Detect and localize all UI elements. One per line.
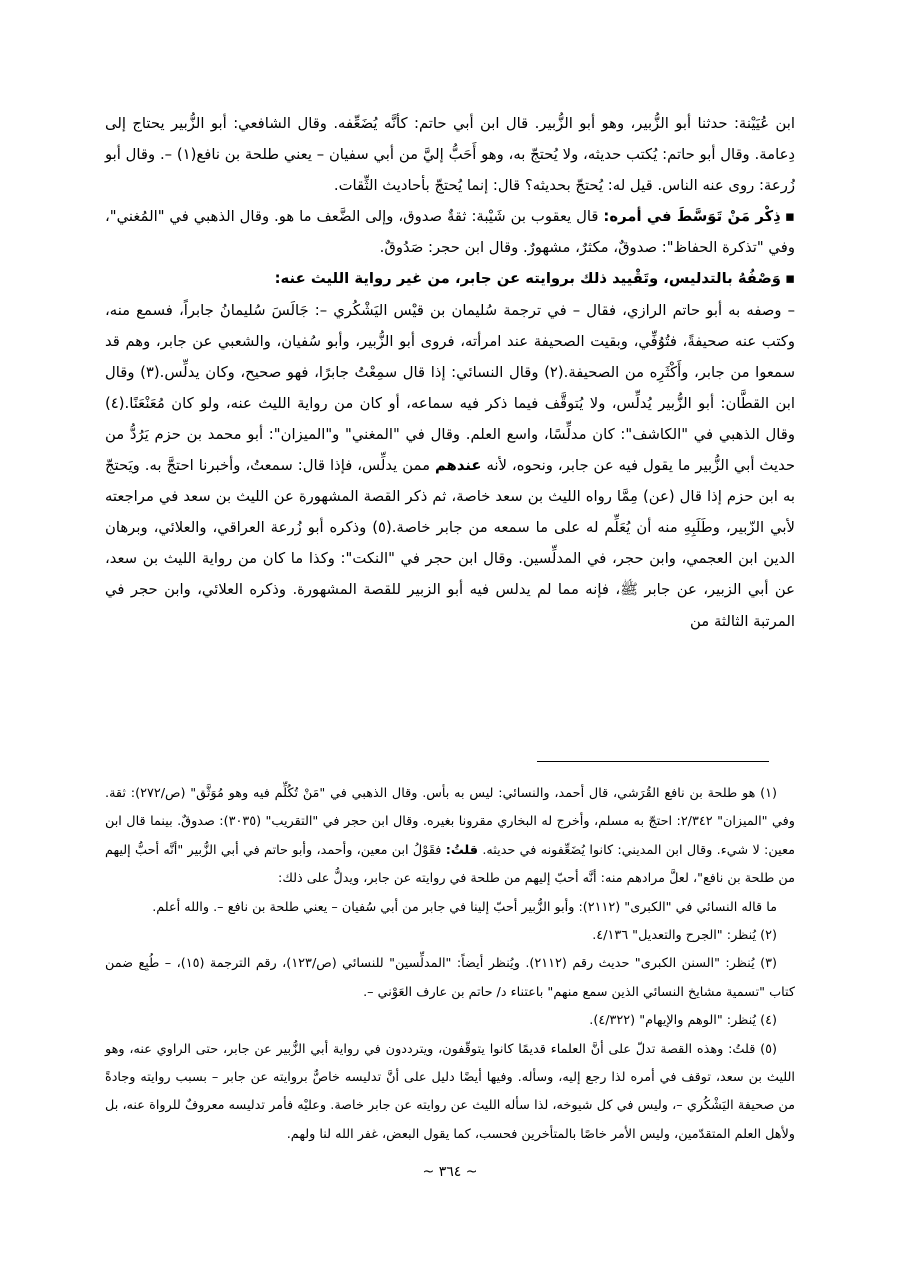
bullet-square-icon: ▪: [784, 270, 795, 288]
bullet-moderate-text: قال يعقوب بن شَيْبة: ثقةٌ صدوق، وإلى الضَّعف ما هو. وقال الذهبي في "المُغني"، وفي "تذكرة الحفاظ": صدوقٌ، مكثرٌ، مشهورٌ. وقال ابن حجر: صَدُوقٌ.: [105, 208, 795, 257]
bullet-square-icon: ▪: [784, 208, 796, 226]
footnote-3: (٣) يُنظر: "السنن الكبرى" حديث رقم (٢١١٢). ويُنظر أيضاً: "المدلِّسين" للنسائي (ص/١٢٣)، رقم الترجمة (١٥)، – طُبِع ضمن كتاب "تسمية مشايخ النسائي الذين سمع منهم" باعتناء د/ حاتم بن عارف العَوْني –.: [105, 956, 795, 1000]
paragraph-2: [105, 295, 795, 637]
footnote-1-text: (١) هو طلحة بن نافع القُرَشي، قال أحمد، والنسائي: ليس به بأس. وقال الذهبي في "مَنْ تُكُلِّم فيه وهو مُوَثَّق" (ص/٢٧٢): ثقة. وفي "الميزان" ٢/٣٤٢: احتجّ به مسلم، وأخرج له البخاري مقرونا بغيره. وقال ابن حجر في "التقريب" (٣٠٣٥): صدوقٌ. بينما قال ابن معين: لا شيء. وقال ابن المديني: كانوا يُضَعِّفونه في حديثه.: [105, 786, 796, 858]
paragraph-2-bold-word: عندهم: [434, 457, 482, 475]
footnote-1-rest: فقَوْلُ ابن معين، وأحمد، وأبو حاتم في أبي الزُّبير "أنَّه أحبُّ إليهم من طلحة بن نافع"، لعلَّ مرادهم منه: أنَّه أحبّ إليهم من طلحة في روايته عن جابر، ويدلُّ على ذلك:: [105, 842, 795, 887]
paragraph-2-part-b: ممن يدلِّس، فإذا قال: سمعتُ، وأخبرنا احتجَّ به. ويَحتجّ به ابن حزم إذا قال (عن) مِمَّا رواه الليث بن سعد خاصة، ثم ذكر القصة المشهورة عن الليث بن سعد في مراجعته لأبي الزّبير، وطَلَبِهِ منه أن يُعَلِّم له على ما سمعه من جابر خاصة.(٥) وذكره أبو زُرعة العراقي، والعلائي، وبرهان الدين ابن العجمي، وابن حجر، في المدلِّسين. وقال ابن حجر في "النكت": وكذا ما كان من رواية الليث بن سعد، عن أبي الزبير، عن جابر ﷺ، فإنه مما لم يدلس فيه أبو الزبير للقصة المشهورة. وذكره العلائي، وابن حجر في المرتبة الثالثة من: [105, 457, 795, 630]
bullet-moderate: [105, 201, 795, 263]
paragraph-2-part-a: – وصفه به أبو حاتم الرازي، فقال – في ترجمة سُليمان بن قيْس اليَشْكُري –: جَالَسَ سُليمانُ جابراً، فسمع منه، وكتب عنه صحيفةً، فتُوُفِّي، وبقيت الصحيفة عند امرأته، فروى أبو الزُّبير، وأبو سُفيان، والشعبي عن جابر، وهم قد سمعوا من جابر، وأَكْثَرِه من الصحيفة.(٢) وقال النسائي: إذا قال سمِعْتُ جابرًا، فهو صحيح، وكان يدلِّس.(٣) وقال ابن القطَّان: أبو الزُّبير يُدلِّس، ولا يُتوقَّف فيما ذكر فيه سماعه، أو كان من رواية الليث عنه، ولو كان مُعَنْعَنًا.(٤) وقال الذهبي في "الكاشف": كان مدلِّسًا، واسع العلم. وقال في "المغني" و"الميزان": أبو محمد بن حزم يَرُدُّ من حديث أبي الزُّبير ما يقول فيه عن جابر، ونحوه، لأنه: [105, 301, 795, 475]
footnote-2: (٢) يُنظر: "الجرح والتعديل" ٤/١٣٦.: [592, 928, 777, 944]
footnote-1-bold: قلتُ:: [445, 842, 479, 858]
footnote-1-quote: ما قاله النسائي في "الكبرى" (٢١١٢): وأبو الزُّبير أحبّ إلينا في جابر من أبي سُفيان – يعني طلحة بن نافع –. والله أعلم.: [152, 899, 777, 915]
paragraph-1: ابن عُيَيْنة: حدثنا أبو الزُّبير، وهو أبو الزُّبير. قال ابن أبي حاتم: كأنَّه يُضَعِّفه. وقال الشافعي: أبو الزُّبير يحتاج إلى دِعامة. وقال أبو حاتم: يُكتب حديثه، ولا يُحتجّ به، وهو أَحَبُّ إليَّ من أبي سفيان – يعني طلحة بن نافع(١) –. وقال أبو زُرعة: روى عنه الناس. قيل له: يُحتجّ بحديثه؟ قال: إنما يُحتجّ بأحاديث الثِّقات.: [105, 115, 795, 195]
footnote-1: [105, 780, 795, 894]
footnote-5: (٥) قلتُ: وهذه القصة تدلّ على أنَّ العلماء قديمًا كانوا يتوقّفون، ويترددون في رواية أبي الزُّبير عن جابر، حتى الراوي عنه، وهو الليث بن سعد، توقف في أمره لذا رجع إليه، وسأله. وفيها أيضًا دليل على أنَّ تدليسه خاصٌّ بروايته عن جابر – بسبب روايته وجادةً من صحيفة اليَشْكُري –، وليس في كل شيوخه، لذا سأله الليث عن روايته عن جابر خاصة. وعليْه فأمر تدليسه معروفٌ للرواة عنه، بل ولأهل العلم المتقدّمين، وليس الأمر خاصًا بالمتأخرين فحسب، كما يقول البعض، غفر الله لنا ولهم.: [105, 1041, 795, 1142]
bullet-tadlis-heading: وَصْفُهُ بالتدليس، وتَقْييد ذلك بروايته عن جابر، من غير رواية الليث عنه:: [274, 270, 781, 288]
main-text: [105, 108, 795, 637]
page-number: ~ ٣٦٤ ~: [422, 1164, 478, 1180]
bullet-tadlis: [105, 263, 795, 294]
bullet-moderate-heading: ذِكْر مَنْ تَوَسَّطَ في أمره:: [603, 208, 781, 226]
footnote-separator: [537, 761, 769, 762]
footnote-4: (٤) يُنظر: "الوهم والإيهام" (٤/٣٢٢).: [589, 1013, 777, 1029]
footnotes: [105, 780, 795, 1149]
